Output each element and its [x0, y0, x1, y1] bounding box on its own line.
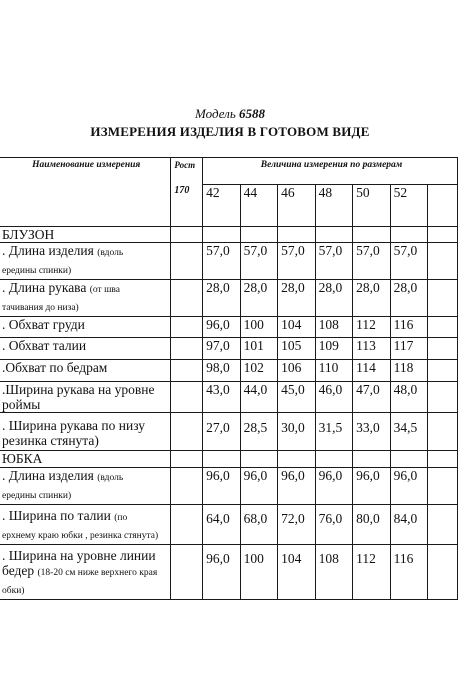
empty-cell — [240, 227, 278, 243]
table-row — [0, 413, 458, 451]
height-column-header — [171, 158, 203, 227]
value-cell: 96,0 — [240, 468, 278, 505]
model-number: 6588 — [239, 106, 265, 121]
empty-cell — [428, 317, 458, 338]
empty-cell — [428, 505, 458, 545]
value-cell: 96,0 — [203, 545, 241, 600]
value-cell: 76,0 — [315, 505, 353, 545]
value-cell: 28,0 — [203, 280, 241, 317]
value-cell: 112 — [353, 545, 391, 600]
value-cell: 57,0 — [240, 243, 278, 280]
size-header: 44 — [240, 185, 278, 227]
value-cell: 28,0 — [353, 280, 391, 317]
empty-cell — [240, 451, 278, 468]
value-cell: 72,0 — [278, 505, 316, 545]
value-cell: 116 — [390, 317, 428, 338]
value-cell: 43,0 — [203, 382, 241, 413]
measurements-table — [0, 157, 458, 600]
empty-cell — [428, 243, 458, 280]
sizes-span-header: Величина измерения по размерам — [203, 158, 458, 185]
table-row — [0, 317, 458, 338]
value-cell: 33,0 — [353, 413, 391, 451]
empty-cell — [428, 451, 458, 468]
empty-cell — [203, 227, 241, 243]
value-cell: 96,0 — [353, 468, 391, 505]
empty-cell — [171, 545, 203, 600]
value-cell: 84,0 — [390, 505, 428, 545]
value-cell: 110 — [315, 360, 353, 382]
size-header: 52 — [390, 185, 428, 227]
value-cell: 47,0 — [353, 382, 391, 413]
value-cell: 108 — [315, 317, 353, 338]
value-cell: 113 — [353, 338, 391, 360]
value-cell: 80,0 — [353, 505, 391, 545]
empty-cell — [171, 413, 203, 451]
empty-cell — [278, 227, 316, 243]
section-label: БЛУЗОН — [0, 227, 171, 243]
row-name: . Ширина по талии (по ерхнему краю юбки , резинка стянута) — [0, 505, 171, 545]
empty-cell — [428, 338, 458, 360]
value-cell: 57,0 — [203, 243, 241, 280]
table-row — [0, 280, 458, 317]
row-name: . Обхват груди — [0, 317, 171, 338]
value-cell: 57,0 — [315, 243, 353, 280]
value-cell: 57,0 — [353, 243, 391, 280]
size-header: 50 — [353, 185, 391, 227]
empty-cell — [315, 451, 353, 468]
value-cell: 108 — [315, 545, 353, 600]
value-cell: 28,0 — [240, 280, 278, 317]
value-cell: 112 — [353, 317, 391, 338]
empty-cell — [428, 382, 458, 413]
table-row — [0, 382, 458, 413]
value-cell: 98,0 — [203, 360, 241, 382]
empty-cell — [171, 243, 203, 280]
value-cell: 68,0 — [240, 505, 278, 545]
empty-cell — [171, 468, 203, 505]
value-cell: 106 — [278, 360, 316, 382]
empty-cell — [428, 280, 458, 317]
value-cell: 117 — [390, 338, 428, 360]
row-name: . Длина изделия (вдоль ередины спинки) — [0, 468, 171, 505]
empty-cell — [278, 451, 316, 468]
name-column-header: Наименование измерения — [0, 158, 171, 227]
value-cell: 100 — [240, 545, 278, 600]
value-cell: 34,5 — [390, 413, 428, 451]
size-header: 42 — [203, 185, 241, 227]
value-cell: 57,0 — [278, 243, 316, 280]
empty-cell — [171, 338, 203, 360]
empty-cell — [171, 360, 203, 382]
value-cell: 96,0 — [278, 468, 316, 505]
value-cell: 28,0 — [390, 280, 428, 317]
section-label: ЮБКА — [0, 451, 171, 468]
value-cell: 57,0 — [390, 243, 428, 280]
value-cell: 28,5 — [240, 413, 278, 451]
empty-cell — [428, 360, 458, 382]
model-prefix: Модель — [195, 106, 236, 121]
value-cell: 114 — [353, 360, 391, 382]
table-row — [0, 545, 458, 600]
value-cell: 27,0 — [203, 413, 241, 451]
value-cell: 28,0 — [278, 280, 316, 317]
value-cell: 96,0 — [315, 468, 353, 505]
value-cell: 118 — [390, 360, 428, 382]
value-cell: 28,0 — [315, 280, 353, 317]
value-cell: 45,0 — [278, 382, 316, 413]
table-row — [0, 243, 458, 280]
value-cell: 104 — [278, 545, 316, 600]
empty-cell — [171, 382, 203, 413]
empty-cell — [428, 545, 458, 600]
empty-cell — [428, 227, 458, 243]
table-row — [0, 338, 458, 360]
empty-cell — [428, 468, 458, 505]
value-cell: 104 — [278, 317, 316, 338]
empty-cell — [171, 227, 203, 243]
empty-cell — [390, 451, 428, 468]
value-cell: 102 — [240, 360, 278, 382]
value-cell: 100 — [240, 317, 278, 338]
empty-cell — [353, 227, 391, 243]
empty-cell — [171, 451, 203, 468]
value-cell: 64,0 — [203, 505, 241, 545]
row-name: . Ширина на уровне линии бедер (18-20 см ниже верхнего края обки) — [0, 545, 171, 600]
value-cell: 97,0 — [203, 338, 241, 360]
value-cell: 109 — [315, 338, 353, 360]
row-name: .Обхват по бедрам — [0, 360, 171, 382]
height-value: 170 — [174, 185, 190, 196]
value-cell: 48,0 — [390, 382, 428, 413]
table-row — [0, 360, 458, 382]
value-cell: 96,0 — [203, 468, 241, 505]
row-name: . Ширина рукава по низу резинка стянута) — [0, 413, 171, 451]
empty-cell — [428, 413, 458, 451]
page-title: ИЗМЕРЕНИЯ ИЗДЕЛИЯ В ГОТОВОМ ВИДЕ — [90, 124, 370, 139]
row-name: . Длина изделия (вдоль ередины спинки) — [0, 243, 171, 280]
size-header-empty — [428, 185, 458, 227]
row-name: . Обхват талии — [0, 338, 171, 360]
model-line — [0, 106, 460, 122]
value-cell: 105 — [278, 338, 316, 360]
value-cell: 30,0 — [278, 413, 316, 451]
row-name: . Длина рукава (от шва тачивания до низа) — [0, 280, 171, 317]
value-cell: 96,0 — [203, 317, 241, 338]
value-cell: 31,5 — [315, 413, 353, 451]
empty-cell — [171, 317, 203, 338]
value-cell: 96,0 — [390, 468, 428, 505]
value-cell: 101 — [240, 338, 278, 360]
value-cell: 44,0 — [240, 382, 278, 413]
table-row — [0, 505, 458, 545]
empty-cell — [353, 451, 391, 468]
value-cell: 46,0 — [315, 382, 353, 413]
size-header: 48 — [315, 185, 353, 227]
size-header: 46 — [278, 185, 316, 227]
empty-cell — [315, 227, 353, 243]
row-name: .Ширина рукава на уровне роймы — [0, 382, 171, 413]
empty-cell — [203, 451, 241, 468]
table-row — [0, 468, 458, 505]
empty-cell — [171, 505, 203, 545]
empty-cell — [171, 280, 203, 317]
value-cell: 116 — [390, 545, 428, 600]
empty-cell — [390, 227, 428, 243]
height-label: Рост — [174, 160, 196, 170]
